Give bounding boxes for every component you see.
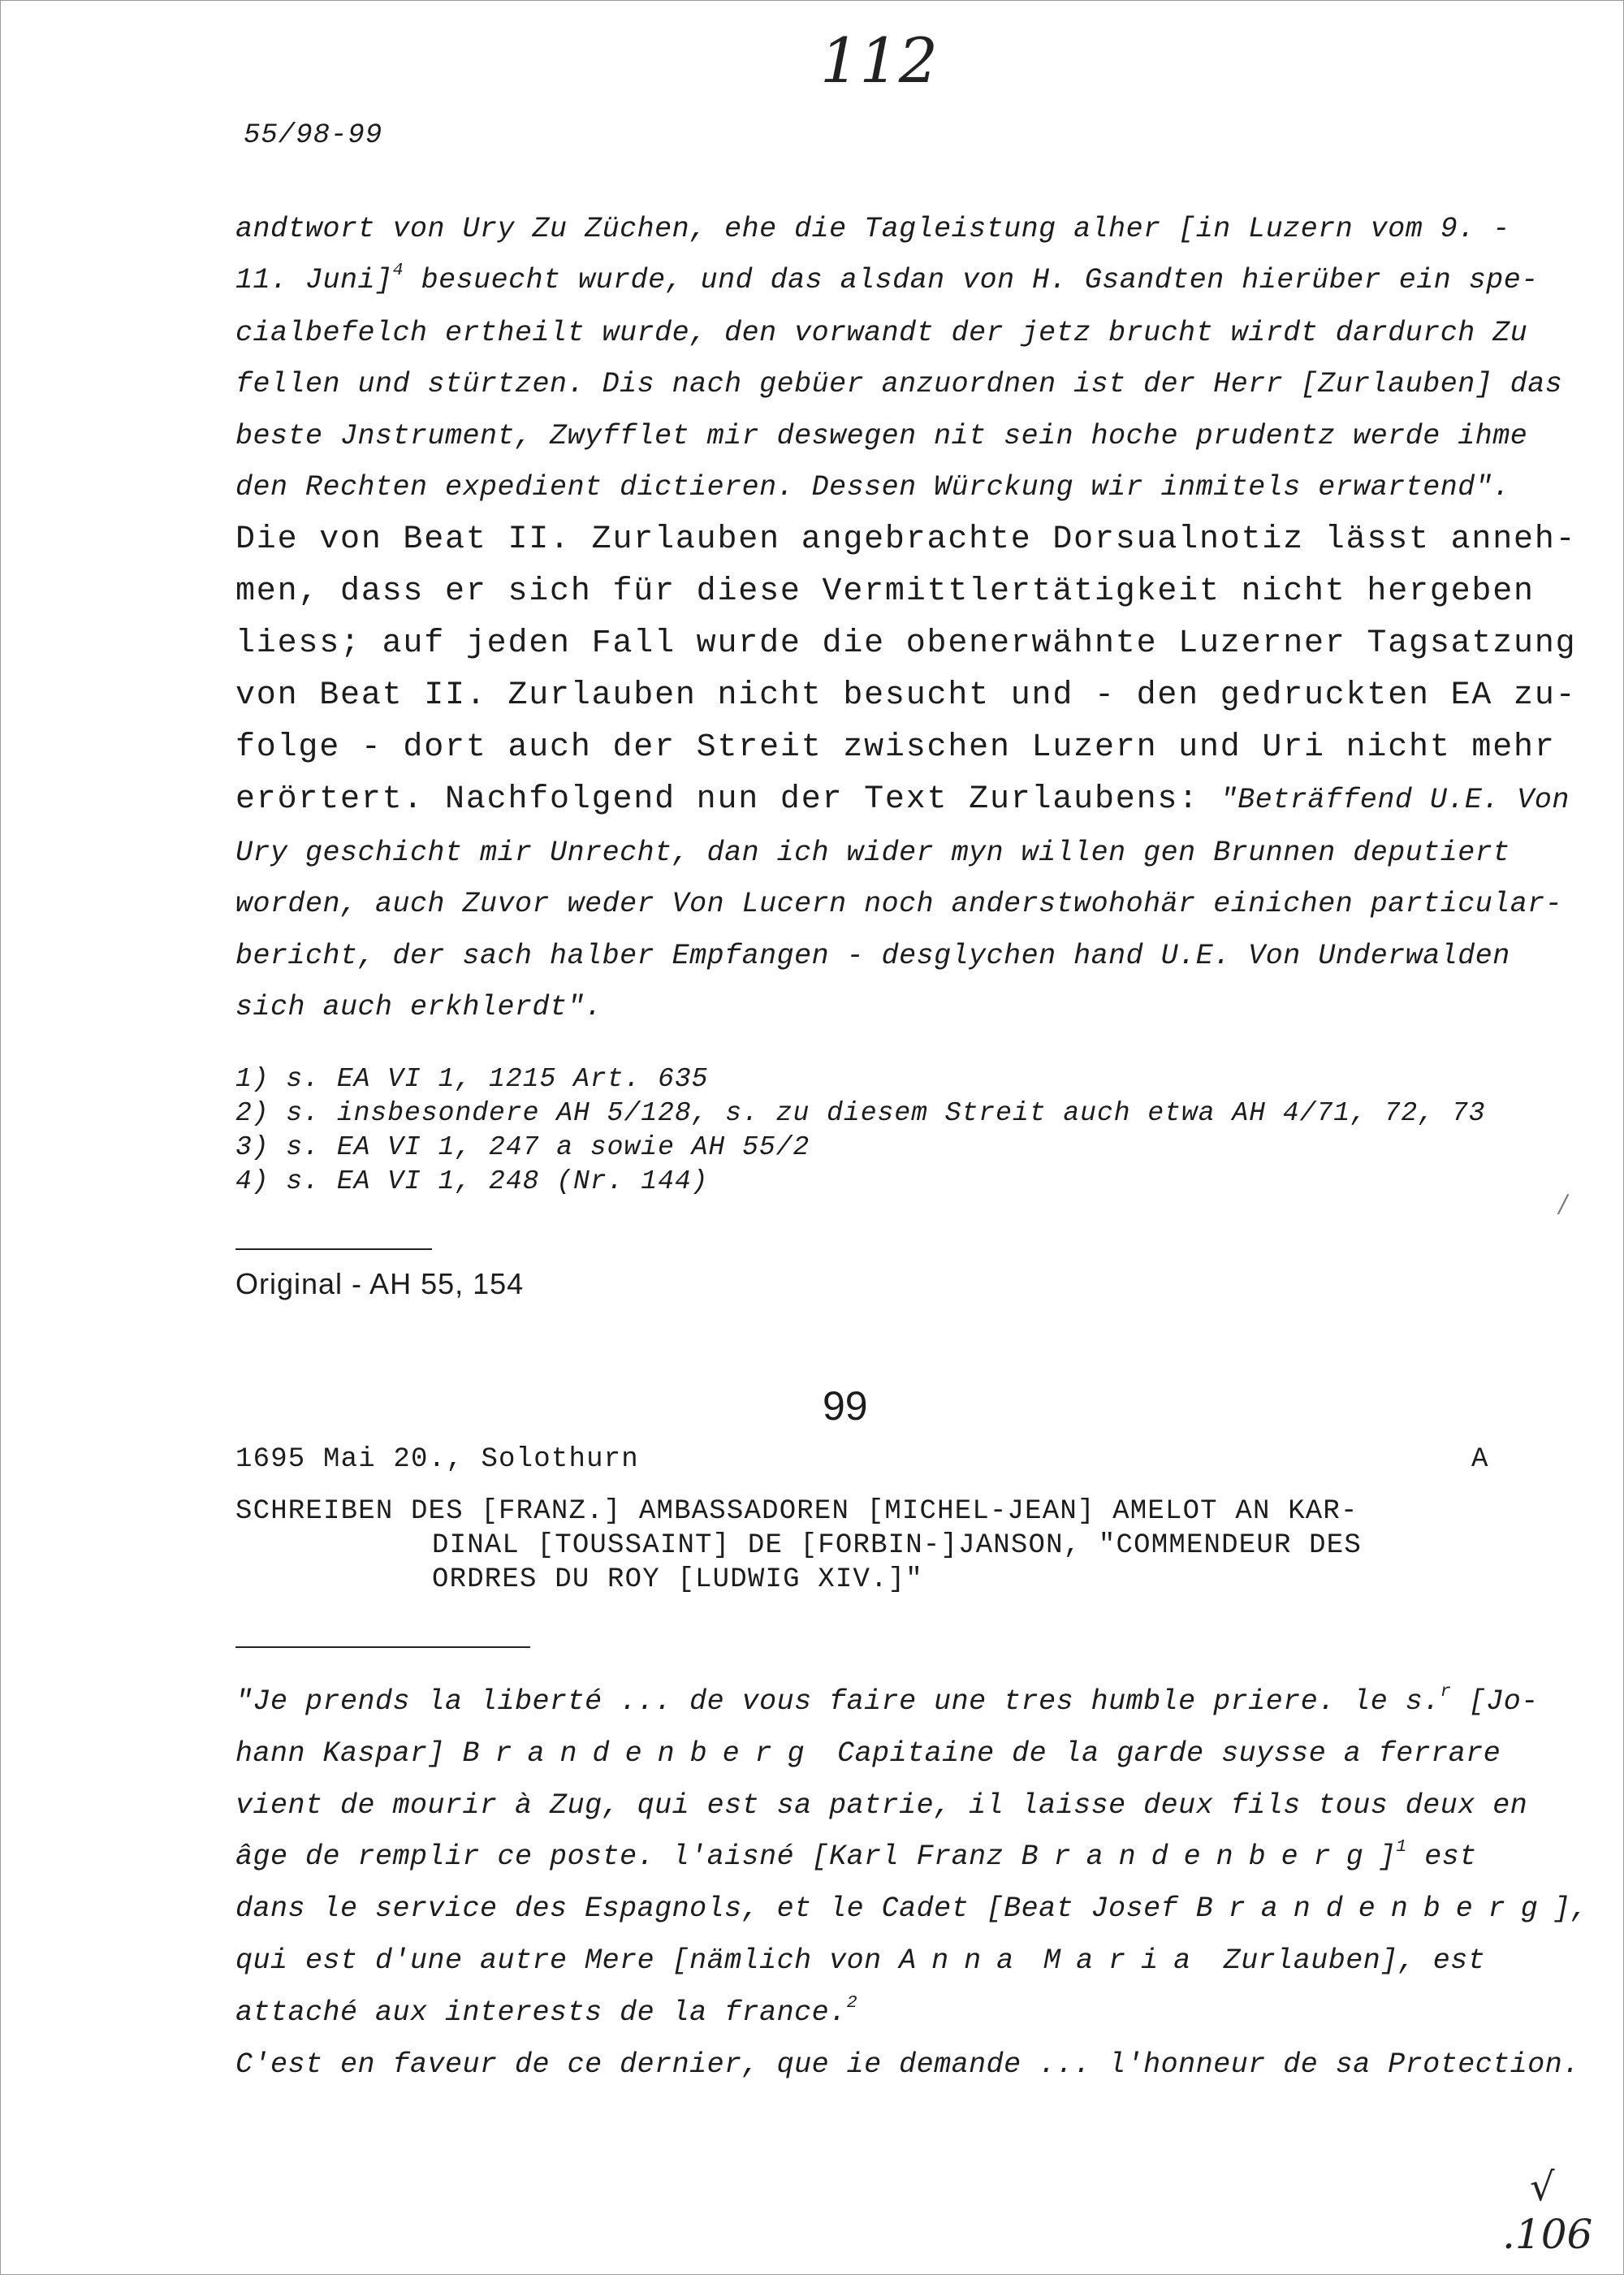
text-fragment: [Jo-	[1451, 1685, 1539, 1718]
footnote: 4) s. EA VI 1, 248 (Nr. 144)	[235, 1166, 709, 1196]
footnote: 3) s. EA VI 1, 247 a sowie AH 55/2	[235, 1132, 810, 1162]
text-line: sich auch erkhlerdt".	[235, 991, 603, 1023]
text-line: liess; auf jeden Fall wurde die obenerwähnte Luzerner Tagsatzung	[235, 625, 1577, 662]
text-line: C'est en faveur de ce dernier, que ie demande ... l'honneur de sa Protection.	[235, 2048, 1580, 2081]
text-fragment: ],	[1553, 1892, 1588, 1925]
text-fragment: "Beträffend U.E. Von	[1220, 784, 1570, 816]
title-line: DINAL [TOUSSAINT] DE [FORBIN-]JANSON, "COMMENDEUR DES	[432, 1530, 1362, 1561]
document-reference: 55/98-99	[244, 120, 383, 151]
text-fragment: attaché aux interests de la france.	[235, 1996, 847, 2029]
text-line	[235, 1836, 1477, 1873]
text-fragment: dans le service des Espagnols, et le Cadet [Beat Josef	[235, 1892, 1196, 1925]
text-fragment: erörtert. Nachfolgend nun der Text Zurlaubens:	[235, 781, 1220, 818]
text-line: beste Jnstrument, Zwyfflet mir deswegen nit sein hoche prudentz werde ihme	[235, 420, 1528, 452]
spaced-name: Brandenberg	[1195, 1892, 1553, 1925]
text-line	[235, 1892, 1588, 1925]
spaced-name: Brandenberg	[462, 1737, 820, 1770]
text-line: fellen und stürtzen. Dis nach gebüer anzuordnen ist der Herr [Zurlauben] das	[235, 368, 1563, 400]
text-fragment: Capitaine de la garde suysse a ferrare	[819, 1737, 1501, 1770]
text-line: worden, auch Zuvor weder Von Lucern noch anderstwohohär einichen particular-	[235, 888, 1563, 920]
title-line: SCHREIBEN DES [FRANZ.] AMBASSADOREN [MICHEL-JEAN] AMELOT AN KAR-	[235, 1496, 1358, 1527]
original-reference: Original - AH 55, 154	[235, 1267, 525, 1300]
handwritten-number: .106	[1502, 2211, 1593, 2258]
text-line	[235, 259, 1539, 296]
text-fragment: est	[1406, 1840, 1477, 1873]
text-fragment: ]	[1378, 1840, 1397, 1873]
text-line: den Rechten expedient dictieren. Dessen Würckung wir inmitels erwartend".	[235, 471, 1510, 504]
text-line	[235, 1992, 858, 2029]
footnote: 2) s. insbesondere AH 5/128, s. zu diesem Streit auch etwa AH 4/71, 72, 73	[235, 1098, 1486, 1128]
text-line: folge - dort auch der Streit zwischen Luzern und Uri nicht mehr	[235, 729, 1556, 766]
text-line	[235, 1680, 1539, 1718]
text-line: Die von Beat II. Zurlauben angebrachte Dorsualnotiz lässt anneh-	[235, 521, 1577, 558]
document-type: A	[1471, 1444, 1489, 1475]
text-line: Ury geschicht mir Unrecht, dan ich wider myn willen gen Brunnen deputiert	[235, 837, 1510, 869]
text-line: bericht, der sach halber Empfangen - desglychen hand U.E. Von Underwalden	[235, 940, 1510, 972]
margin-tick: /	[1559, 1190, 1568, 1218]
text-fragment: âge de remplir ce poste. l'aisné [Karl Franz	[235, 1840, 1021, 1873]
text-fragment: hann Kaspar]	[235, 1737, 463, 1770]
document-number: 99	[823, 1383, 868, 1429]
separator-rule	[235, 1248, 432, 1250]
footnote-ref: 2	[846, 1992, 858, 2013]
spaced-name: Anna	[899, 1944, 1030, 1977]
text-line: vient de mourir à Zug, qui est sa patrie, il laisse deux fils tous deux en	[235, 1789, 1528, 1822]
text-line: men, dass er sich für diese Vermittlertätigkeit nicht hergeben	[235, 573, 1535, 610]
text-line	[235, 781, 1570, 818]
text-fragment: "Je prends la liberté ... de vous faire une tres humble priere. le s.	[235, 1685, 1440, 1718]
text-fragment: Zurlauben], est	[1206, 1944, 1486, 1977]
superscript: r	[1440, 1680, 1452, 1702]
text-line: andtwort von Ury Zu Züchen, ehe die Tagleistung alher [in Luzern vom 9. -	[235, 213, 1510, 245]
text-line: cialbefelch ertheilt wurde, den vorwandt der jetz brucht wirdt dardurch Zu	[235, 317, 1528, 349]
text-line: von Beat II. Zurlauben nicht besucht und - den gedruckten EA zu-	[235, 677, 1577, 714]
spaced-name: Brandenberg	[1021, 1840, 1379, 1873]
checkmark-icon: √	[1530, 2165, 1555, 2210]
spaced-name: Maria	[1043, 1944, 1207, 1977]
text-fragment: qui est d'une autre Mere [nämlich von	[235, 1944, 900, 1977]
document-date-place: 1695 Mai 20., Solothurn	[235, 1444, 639, 1475]
footnote-ref: 1	[1396, 1836, 1407, 1857]
title-line: ORDRES DU ROY [LUDWIG XIV.]"	[432, 1564, 923, 1595]
text-fragment: besuecht wurde, und das alsdan von H. Gsandten hierüber ein spe-	[421, 264, 1539, 296]
text-line	[235, 1944, 1485, 1977]
text-fragment: 11. Juni]	[235, 264, 393, 296]
separator-rule	[235, 1646, 530, 1648]
handwritten-page-number: 112	[820, 24, 939, 97]
text-line	[235, 1737, 1501, 1770]
footnote: 1) s. EA VI 1, 1215 Art. 635	[235, 1064, 709, 1094]
footnote-ref: 4	[392, 259, 404, 280]
